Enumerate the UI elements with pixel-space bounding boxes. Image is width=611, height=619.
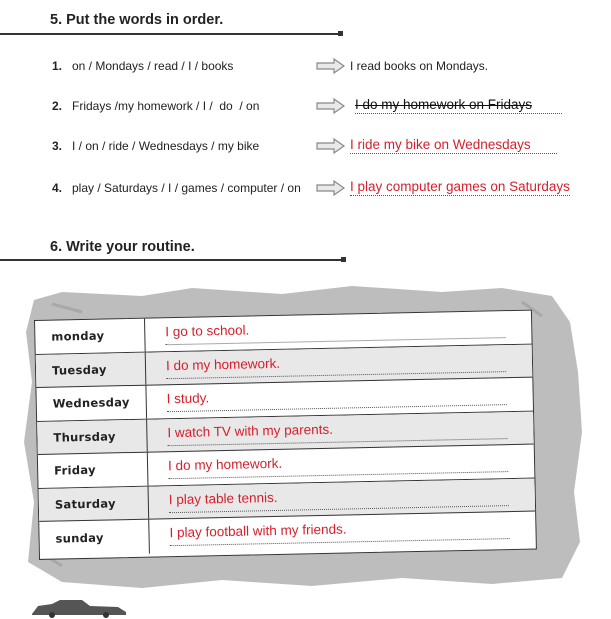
car-icon bbox=[30, 598, 130, 618]
right-arrow-icon bbox=[316, 56, 346, 76]
exercise-row-1 bbox=[0, 55, 611, 79]
item-answer[interactable]: I do my homework on Fridays bbox=[355, 97, 562, 114]
day-label: Friday bbox=[38, 453, 149, 488]
routine-answer[interactable]: I do my homework. bbox=[168, 451, 508, 479]
right-arrow-icon bbox=[316, 136, 346, 156]
item-prompt: I / on / ride / Wednesdays / my bike bbox=[72, 139, 260, 153]
day-label: Tuesday bbox=[36, 352, 147, 387]
day-label: Saturday bbox=[39, 486, 150, 521]
item-prompt: play / Saturdays / I / games / computer / on bbox=[72, 181, 301, 195]
day-label: Wednesday bbox=[36, 386, 147, 421]
day-label: sunday bbox=[39, 520, 150, 556]
item-answer: I read books on Mondays. bbox=[350, 59, 489, 73]
exercise-row-2 bbox=[0, 95, 611, 119]
exercise-row-3 bbox=[0, 135, 611, 159]
item-prompt: on / Mondays / read / I / books bbox=[72, 59, 234, 73]
item-number: 4. bbox=[52, 181, 63, 195]
item-number: 3. bbox=[52, 139, 63, 153]
section-5-title: 5. Put the words in order. bbox=[50, 12, 224, 28]
right-arrow-icon bbox=[316, 178, 346, 198]
routine-answer[interactable]: I watch TV with my parents. bbox=[167, 418, 507, 446]
routine-answer[interactable]: I play football with my friends. bbox=[169, 518, 509, 546]
day-label: Thursday bbox=[37, 419, 148, 454]
routine-answer[interactable]: I do my homework. bbox=[166, 351, 506, 379]
routine-table bbox=[34, 310, 537, 560]
day-label: monday bbox=[35, 319, 146, 354]
section-6-rule bbox=[0, 259, 343, 261]
item-number: 1. bbox=[52, 59, 63, 73]
item-answer[interactable]: I ride my bike on Wednesdays bbox=[350, 137, 557, 154]
right-arrow-icon bbox=[316, 96, 346, 116]
section-6-title: 6. Write your routine. bbox=[50, 239, 195, 255]
exercise-row-4 bbox=[0, 177, 611, 201]
item-prompt: Fridays /my homework / I / do / on bbox=[72, 99, 260, 113]
section-5-rule bbox=[0, 33, 340, 35]
routine-answer[interactable]: I study. bbox=[167, 384, 507, 412]
routine-answer[interactable]: I go to school. bbox=[165, 317, 505, 345]
item-answer[interactable]: I play computer games on Saturdays bbox=[350, 179, 570, 194]
item-number: 2. bbox=[52, 99, 63, 113]
routine-answer[interactable]: I play table tennis. bbox=[169, 485, 509, 513]
